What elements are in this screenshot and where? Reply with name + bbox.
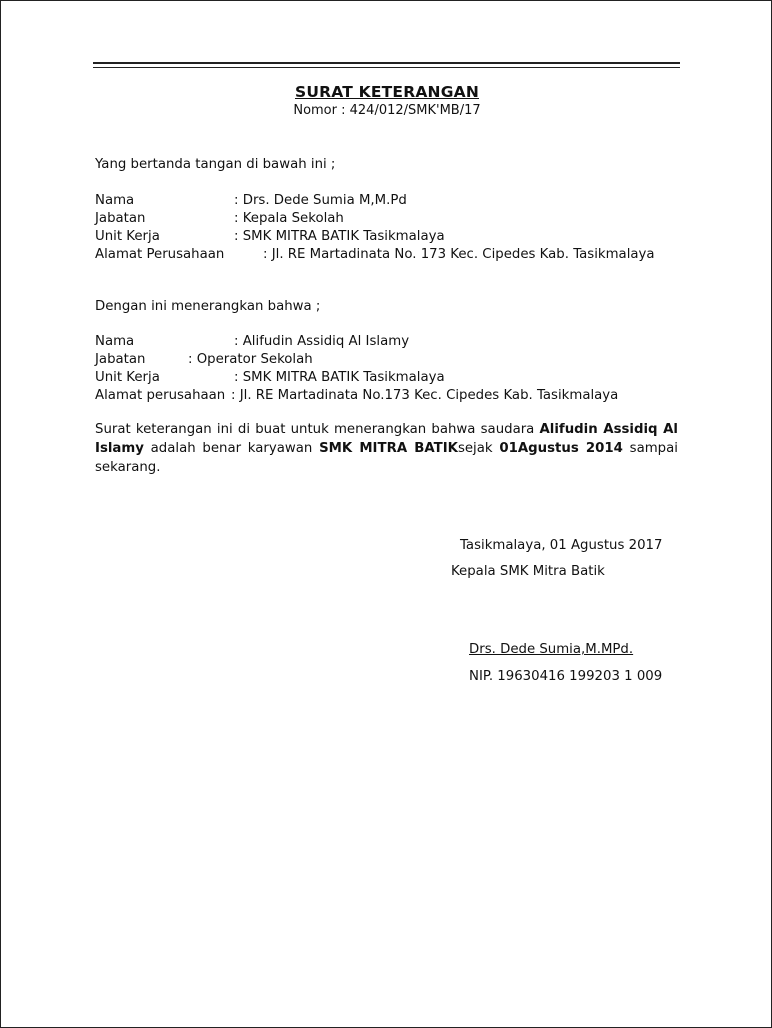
employee-position-label: Jabatan (95, 352, 146, 367)
body-text-2: adalah benar karyawan (143, 441, 320, 456)
signer-position-label: Jabatan (95, 211, 146, 226)
place-date: Tasikmalaya, 01 Agustus 2017 (460, 538, 663, 553)
signer-position-value: : Kepala Sekolah (234, 211, 344, 226)
body-start-date: 01Agustus 2014 (499, 441, 623, 456)
body-employee-name: Alifudin Assidiq Al Islamy (95, 422, 678, 456)
signer-address-value: : Jl. RE Martadinata No. 173 Kec. Cipedes Kab. Tasikmalaya (263, 247, 655, 262)
employee-unit-label: Unit Kerja (95, 370, 160, 385)
signer-signature-name: Drs. Dede Sumia,M.MPd. (469, 642, 634, 657)
employee-name-label: Nama (95, 334, 135, 349)
signer-name-label: Nama (95, 193, 135, 208)
header-rule-thick (93, 62, 680, 64)
body-text-4: sampai sekarang. (95, 441, 678, 475)
body-company: SMK MITRA BATIK (319, 441, 458, 456)
employee-name-value: : Alifudin Assidiq Al Islamy (234, 334, 410, 349)
opening-line: Yang bertanda tangan di bawah ini ; (95, 157, 336, 172)
body-text-1: Surat keterangan ini di buat untuk menerangkan bahwa saudara (95, 422, 540, 437)
header-rule-thin (93, 67, 680, 68)
employee-address-label: Alamat perusahaan (95, 388, 226, 403)
signer-nip: NIP. 19630416 199203 1 009 (469, 669, 663, 684)
signer-unit-label: Unit Kerja (95, 229, 160, 244)
signer-unit-value: : SMK MITRA BATIK Tasikmalaya (234, 229, 445, 244)
letter-title: SURAT KETERANGAN (294, 83, 479, 101)
signer-title: Kepala SMK Mitra Batik (451, 564, 605, 579)
signer-address-label: Alamat Perusahaan (95, 247, 225, 262)
body-text-3: sejak (457, 441, 500, 456)
signer-name-value: : Drs. Dede Sumia M,M.Pd (234, 193, 407, 208)
employee-address-value: : Jl. RE Martadinata No.173 Kec. Cipedes Kab. Tasikmalaya (231, 388, 619, 403)
body-paragraph (95, 420, 678, 477)
letter-number: Nomor : 424/012/SMK'MB/17 (293, 103, 481, 118)
employee-position-value: : Operator Sekolah (188, 352, 313, 367)
employee-unit-value: : SMK MITRA BATIK Tasikmalaya (234, 370, 445, 385)
declaration-line: Dengan ini menerangkan bahwa ; (95, 299, 321, 314)
